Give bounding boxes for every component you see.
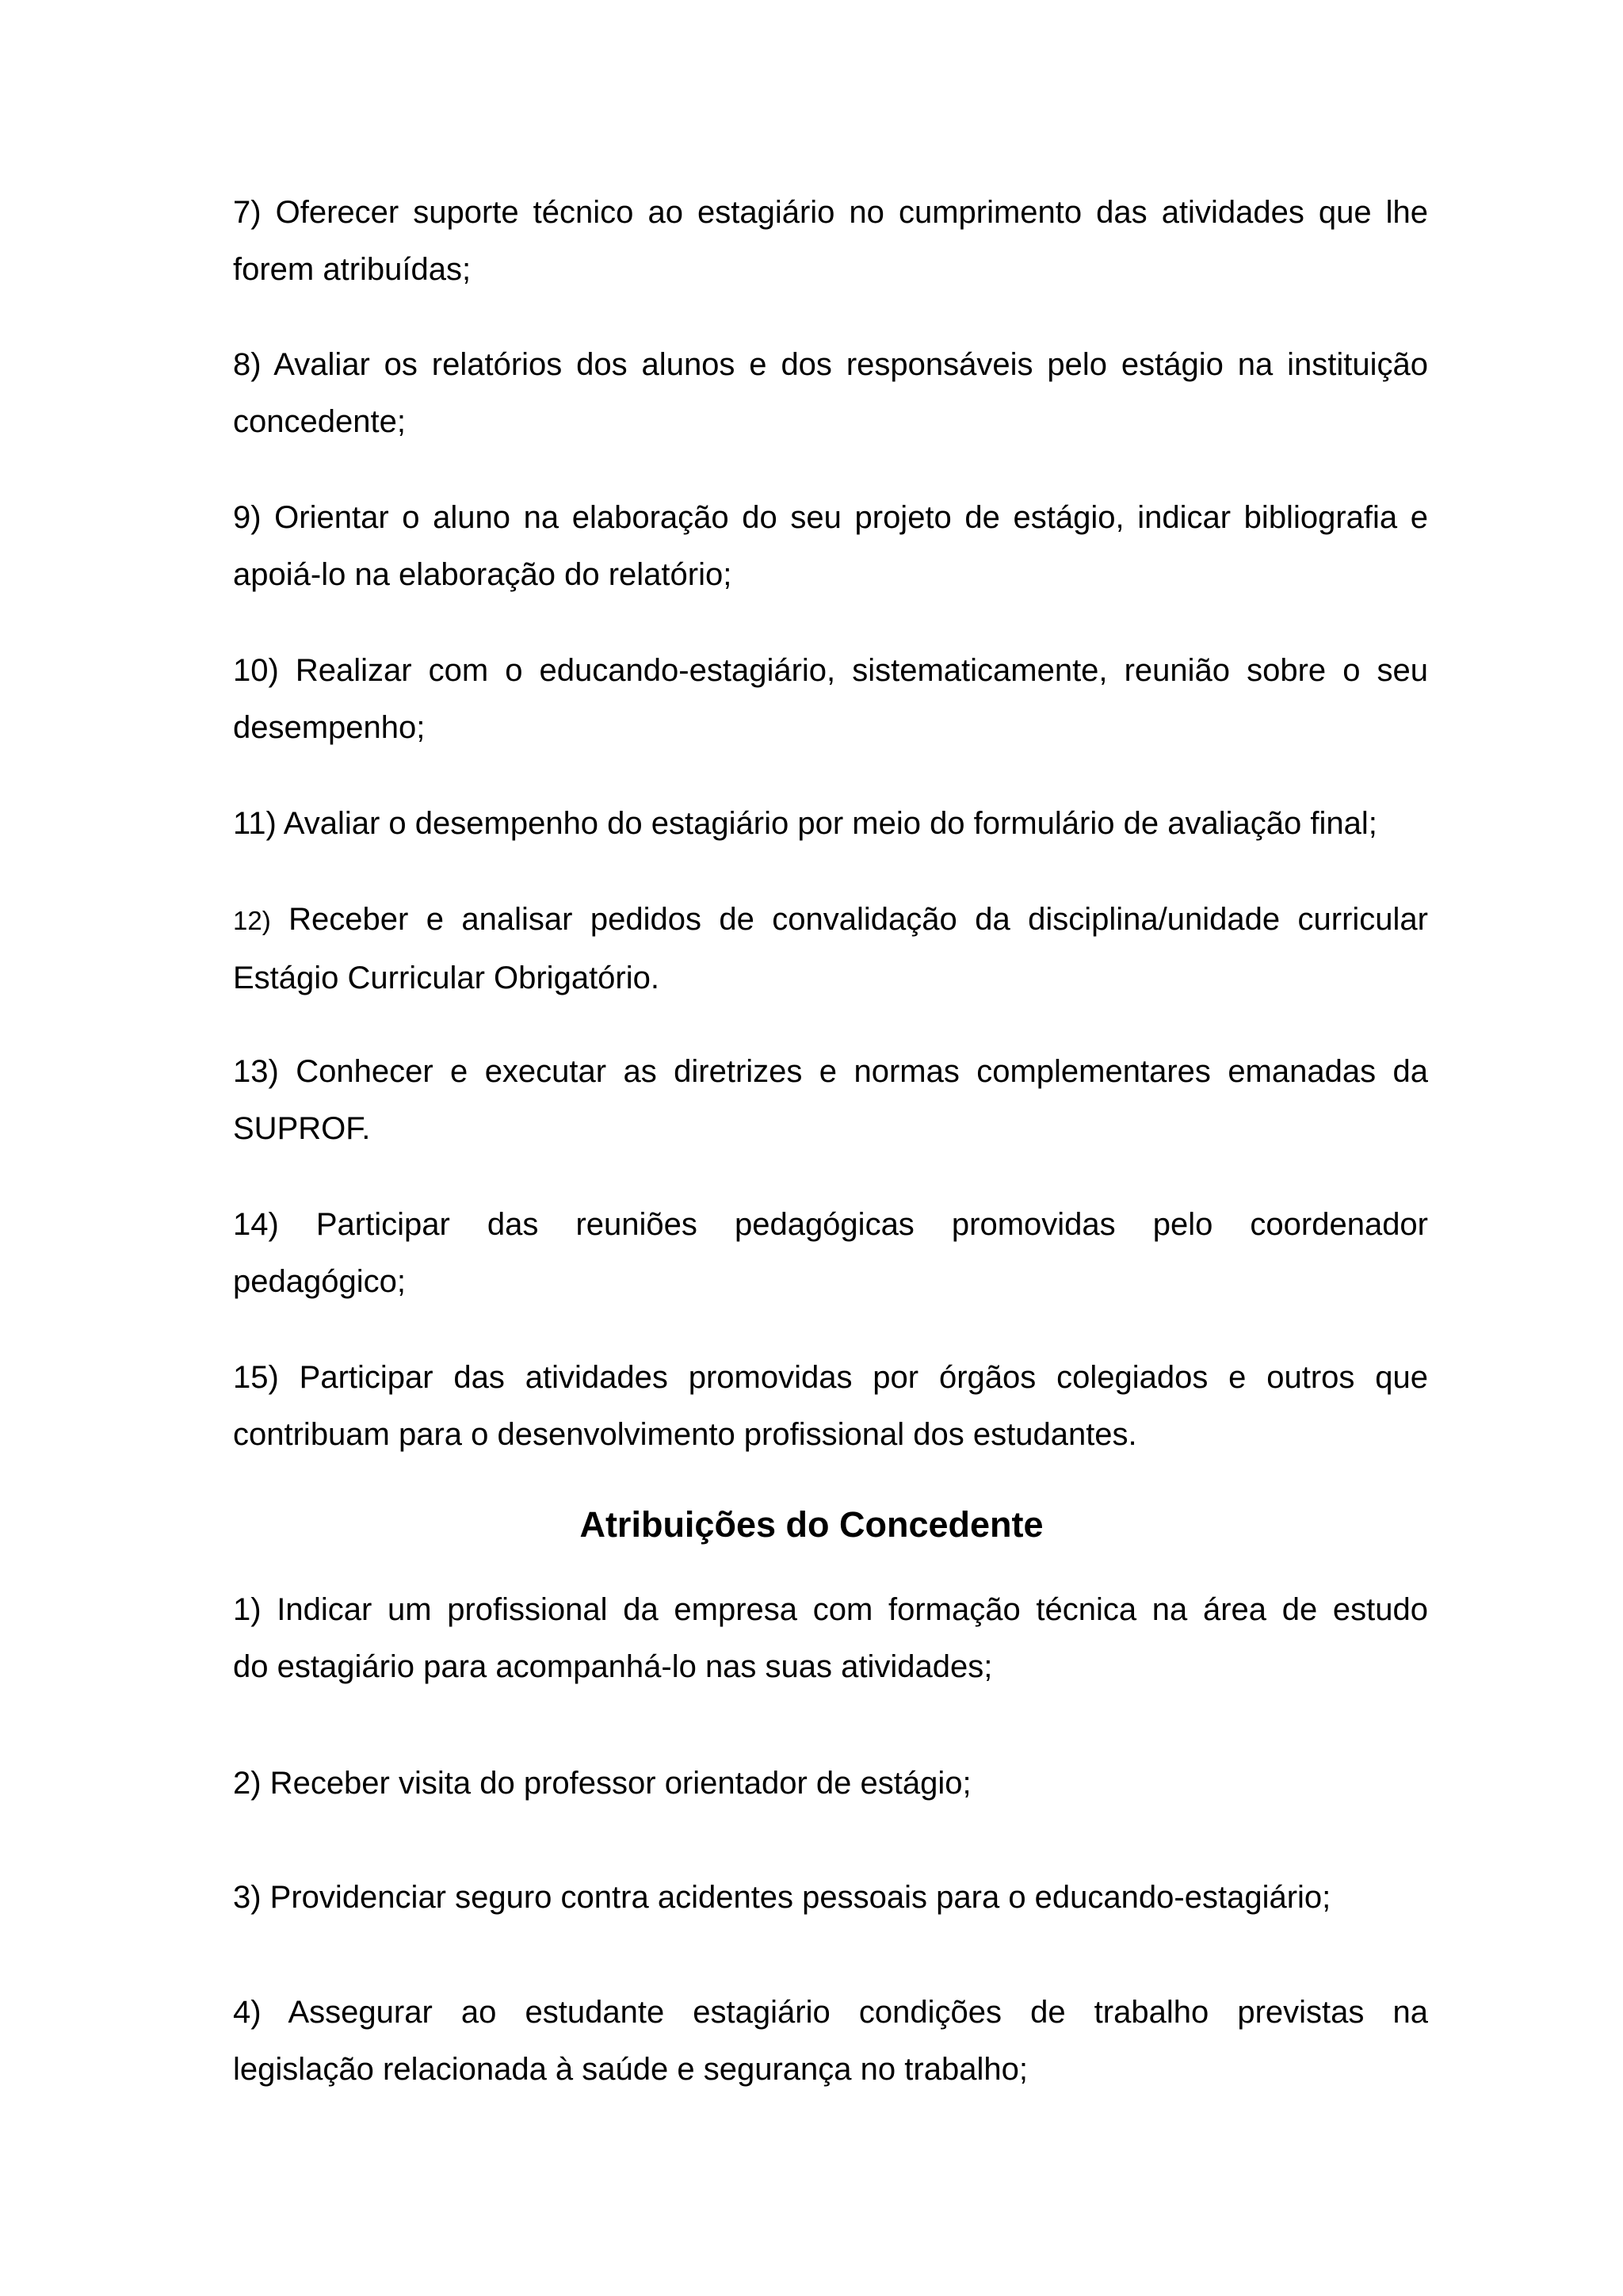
list-item-7 — [233, 184, 1428, 298]
list-item-line: 11) Avaliar o desempenho do estagiário por meio do formulário de avaliação final; — [233, 806, 1377, 841]
list-item-line: 14) Participar das reuniões pedagógicas promovidas pelo coordenador — [233, 1207, 1428, 1242]
list-item-11 — [233, 795, 1428, 852]
list-item-14 — [233, 1196, 1428, 1310]
list-item-line — [233, 891, 1428, 949]
concedente-item-1 — [233, 1581, 1428, 1695]
concedente-item-4 — [233, 1984, 1428, 2098]
list-item-line: Estágio Curricular Obrigatório. — [233, 961, 659, 995]
list-item-line: forem atribuídas; — [233, 252, 472, 287]
list-item-10 — [233, 642, 1428, 756]
list-item-number: 12) — [233, 906, 271, 935]
list-item-line: 1) Indicar um profissional da empresa com formação técnica na área de estudo — [233, 1592, 1428, 1627]
list-item-line: SUPROF. — [233, 1111, 371, 1146]
section-heading: Atribuições do Concedente — [579, 1504, 1044, 1545]
list-item-line: 2) Receber visita do professor orientador de estágio; — [233, 1766, 972, 1801]
list-item-line: concedente; — [233, 404, 406, 439]
list-item-line: 3) Providenciar seguro contra acidentes pessoais para o educando-estagiário; — [233, 1880, 1331, 1915]
list-item-line: do estagiário para acompanhá-lo nas suas atividades; — [233, 1649, 993, 1684]
concedente-item-3 — [233, 1869, 1428, 1926]
list-item-15 — [233, 1349, 1428, 1463]
list-item-line: 7) Oferecer suporte técnico ao estagiário no cumprimento das atividades que lhe — [233, 195, 1428, 230]
list-item-13 — [233, 1043, 1428, 1157]
list-item-12 — [233, 891, 1428, 1007]
list-item-line: 9) Orientar o aluno na elaboração do seu projeto de estágio, indicar bibliografia e — [233, 500, 1428, 535]
list-item-line: 10) Realizar com o educando-estagiário, sistematicamente, reunião sobre o seu — [233, 653, 1428, 688]
list-item-line: apoiá-lo na elaboração do relatório; — [233, 557, 732, 592]
list-item-line: 8) Avaliar os relatórios dos alunos e dos responsáveis pelo estágio na instituição — [233, 347, 1428, 382]
concedente-item-2 — [233, 1755, 1428, 1812]
list-item-line: contribuam para o desenvolvimento profissional dos estudantes. — [233, 1417, 1137, 1452]
list-item-line: legislação relacionada à saúde e segurança no trabalho; — [233, 2052, 1028, 2087]
list-item-8 — [233, 336, 1428, 450]
list-item-line: desempenho; — [233, 710, 426, 745]
list-item-text: Receber e analisar pedidos de convalidação da disciplina/unidade curricular — [270, 902, 1428, 937]
list-item-line: 13) Conhecer e executar as diretrizes e normas complementares emanadas da — [233, 1054, 1428, 1089]
list-item-9 — [233, 489, 1428, 603]
list-item-line: 15) Participar das atividades promovidas por órgãos colegiados e outros que — [233, 1360, 1428, 1395]
list-item-line: 4) Assegurar ao estudante estagiário condições de trabalho previstas na — [233, 1995, 1428, 2030]
list-item-line: pedagógico; — [233, 1264, 406, 1299]
